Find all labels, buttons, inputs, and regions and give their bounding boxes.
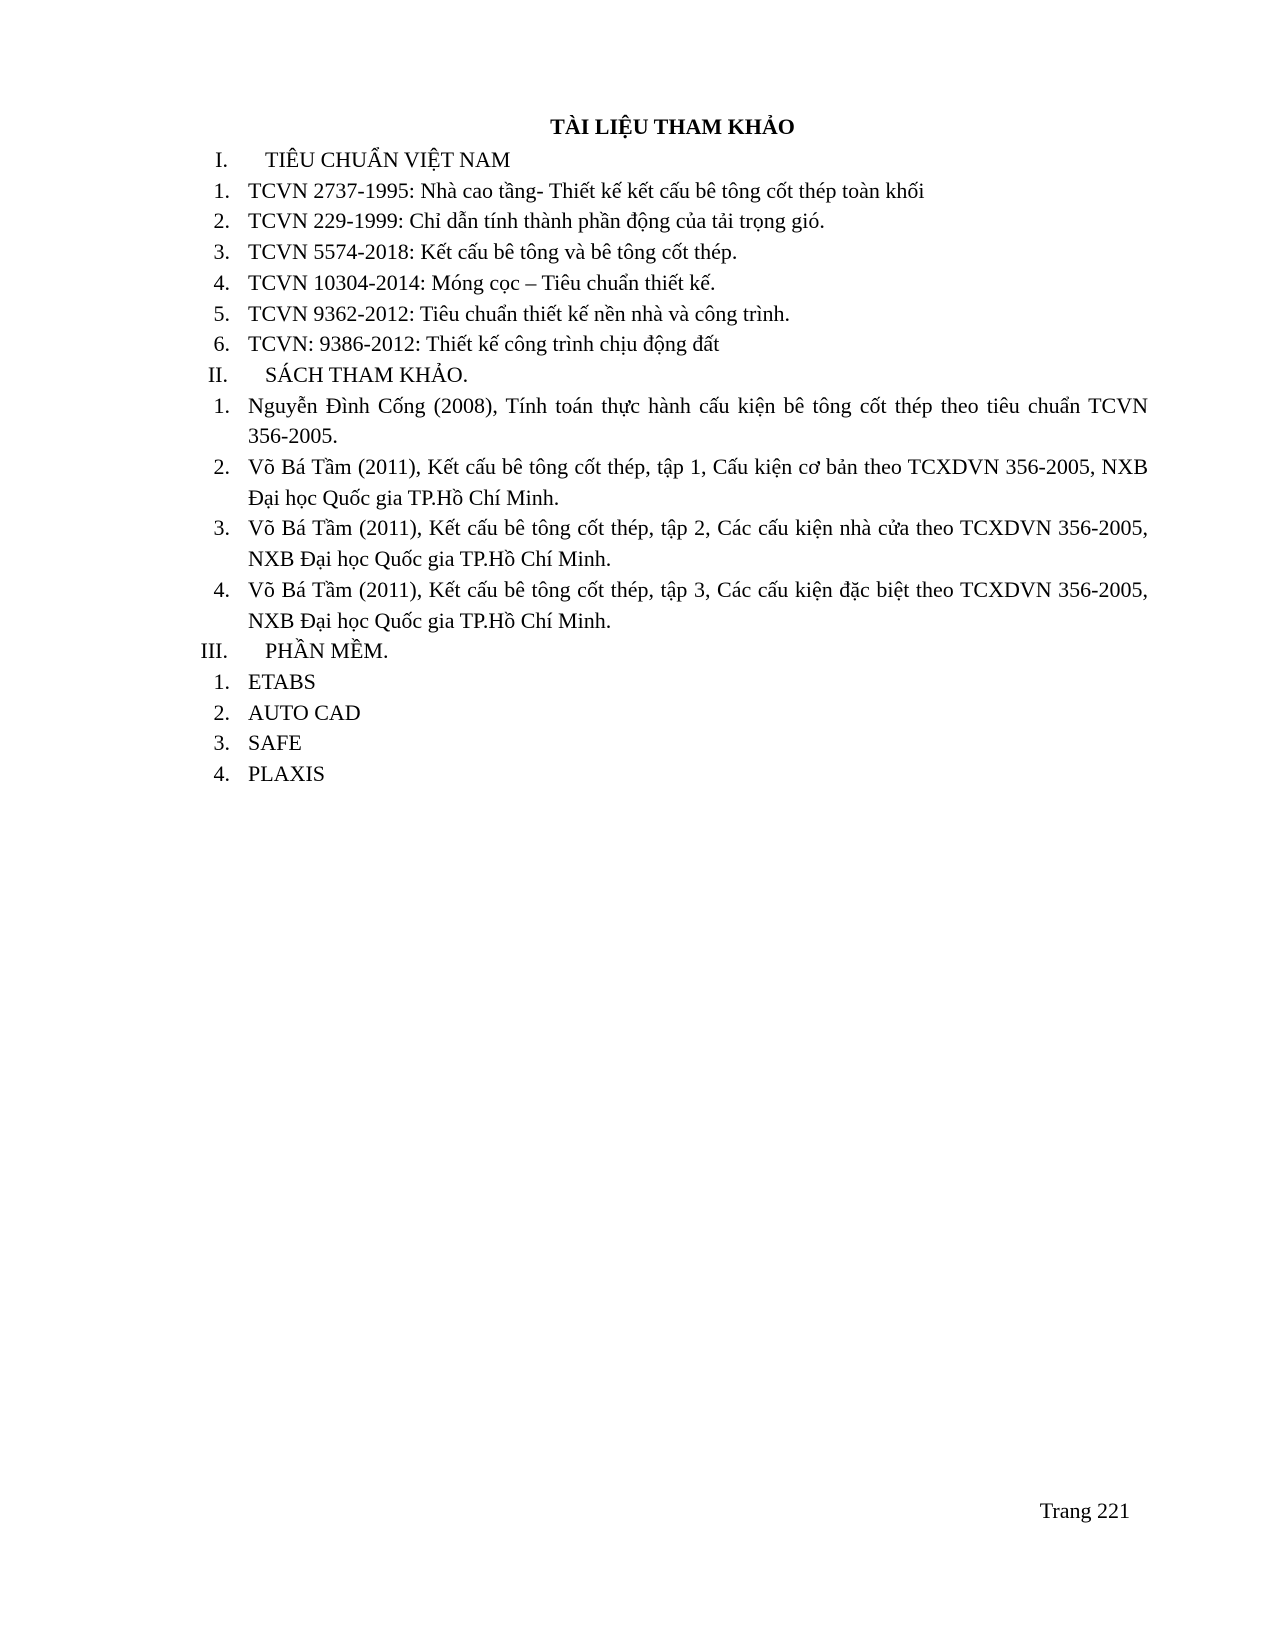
list-item	[180, 728, 1148, 759]
section-numeral: I.	[215, 147, 228, 172]
list-item	[180, 391, 1148, 452]
item-number: 4.	[213, 269, 230, 295]
reference-list	[180, 145, 1148, 790]
section-heading-standards	[180, 145, 1148, 176]
list-item	[180, 513, 1148, 574]
item-number: 4.	[213, 576, 230, 602]
item-number: 3.	[213, 239, 230, 265]
section-heading-software	[180, 636, 1148, 667]
section-numeral: III.	[200, 638, 228, 664]
item-number: 3.	[213, 730, 230, 756]
item-text: AUTO CAD	[248, 699, 361, 725]
section-heading: SÁCH THAM KHẢO.	[265, 361, 469, 387]
item-text: Võ Bá Tầm (2011), Kết cấu bê tông cốt thép, tập 1, Cấu kiện cơ bản theo TCXDVN 356-2005, NXB Đại học Quốc gia TP.Hồ Chí Minh.	[248, 454, 1148, 510]
item-text: Nguyễn Đình Cống (2008), Tính toán thực hành cấu kiện bê tông cốt thép theo tiêu chuẩn TCVN 356-2005.	[248, 392, 1148, 449]
item-number: 3.	[213, 515, 230, 541]
section-numeral: II.	[207, 361, 228, 387]
item-number: 2.	[213, 454, 230, 480]
item-text: TCVN 229-1999: Chỉ dẫn tính thành phần động của tải trọng gió.	[248, 208, 825, 234]
page-number: Trang 221	[1039, 1498, 1130, 1523]
list-item	[180, 667, 1148, 698]
item-number: 2.	[213, 208, 230, 234]
list-item	[180, 237, 1148, 268]
item-number: 6.	[213, 331, 230, 357]
list-item	[180, 759, 1148, 790]
item-number: 1.	[213, 392, 230, 418]
item-number: 4.	[213, 761, 230, 787]
item-text: TCVN: 9386-2012: Thiết kế công trình chịu động đất	[248, 331, 720, 357]
list-item	[180, 452, 1148, 513]
item-text: TCVN 10304-2014: Móng cọc – Tiêu chuẩn thiết kế.	[248, 269, 716, 295]
item-number: 2.	[213, 699, 230, 725]
item-text: Võ Bá Tầm (2011), Kết cấu bê tông cốt thép, tập 2, Các cấu kiện nhà cửa theo TCXDVN 356-2005, NXB Đại học Quốc gia TP.Hồ Chí Minh.	[248, 515, 1148, 572]
item-number: 1.	[213, 177, 230, 203]
list-item	[180, 176, 1148, 207]
item-text: PLAXIS	[248, 761, 326, 787]
section-heading: TIÊU CHUẨN VIỆT NAM	[265, 147, 511, 172]
item-text: SAFE	[248, 730, 302, 756]
list-item	[180, 206, 1148, 237]
list-item	[180, 698, 1148, 729]
item-text: TCVN 5574-2018: Kết cấu bê tông và bê tông cốt thép.	[248, 239, 738, 265]
item-text: TCVN 2737-1995: Nhà cao tầng- Thiết kế kết cấu bê tông cốt thép toàn khối	[248, 177, 925, 203]
item-text: ETABS	[248, 668, 316, 694]
list-item	[180, 268, 1148, 299]
item-text: TCVN 9362-2012: Tiêu chuẩn thiết kế nền nhà và công trình.	[248, 300, 790, 326]
item-number: 1.	[213, 668, 230, 694]
list-item	[180, 329, 1148, 360]
list-item	[180, 299, 1148, 330]
list-item	[180, 575, 1148, 636]
section-heading: PHẦN MỀM.	[265, 638, 389, 664]
item-number: 5.	[213, 300, 230, 326]
section-heading-books	[180, 360, 1148, 391]
item-text: Võ Bá Tầm (2011), Kết cấu bê tông cốt thép, tập 3, Các cấu kiện đặc biệt theo TCXDVN 356-2005, NXB Đại học Quốc gia TP.Hồ Chí Minh.	[248, 576, 1148, 633]
page-title: TÀI LIỆU THAM KHẢO	[550, 114, 795, 139]
